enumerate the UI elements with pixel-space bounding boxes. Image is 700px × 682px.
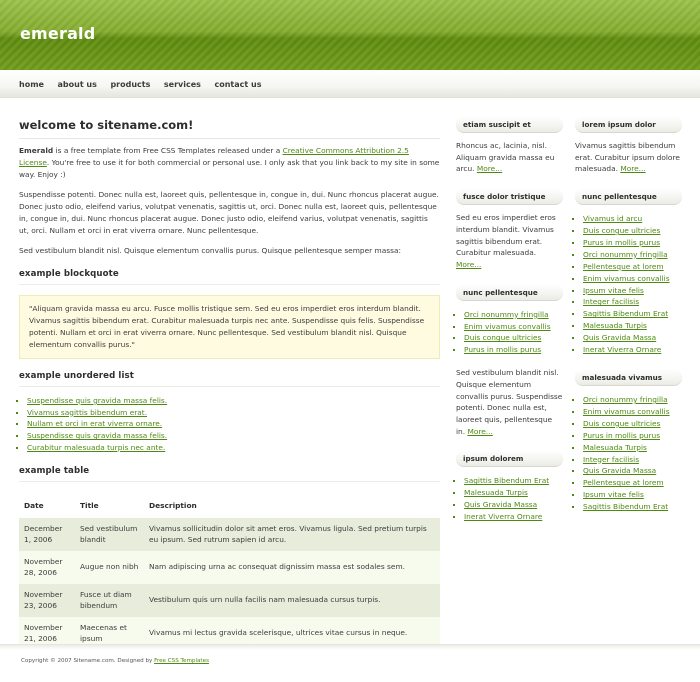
list-heading: example unordered list — [19, 371, 440, 387]
left-sidebar — [456, 116, 563, 536]
list-link[interactable]: Curabitur malesuada turpis nec ante. — [27, 442, 166, 452]
sidebar-link[interactable]: Quis Gravida Massa — [464, 500, 538, 510]
more-link[interactable]: More... — [476, 164, 503, 174]
list-item — [27, 407, 440, 419]
intro-paragraph — [19, 145, 440, 181]
sidebar-box-title: fusce dolor tristique — [456, 188, 563, 205]
sidebar-box-malesuada — [575, 369, 682, 513]
sidebar-link[interactable]: Ipsum vitae felis — [583, 285, 644, 295]
sidebar-link[interactable]: Malesuada Turpis — [583, 321, 647, 331]
sidebar-link[interactable]: Purus in mollis purus — [583, 430, 661, 440]
sidebar-link[interactable]: Vivamus id arcu — [583, 214, 643, 224]
example-list — [19, 395, 440, 454]
sidebar-list-item — [583, 296, 682, 308]
copyright — [21, 658, 209, 664]
intro-text-2: . You're free to use it for both commercial or personal use. I only ask that you link back to my site in some way. Enjoy :) — [19, 158, 440, 179]
sidebar-list-item — [583, 489, 682, 501]
sidebar-link[interactable]: Duis congue ultricies — [464, 333, 542, 343]
example-blockquote: "Aliquam gravida massa eu arcu. Fusce mollis tristique sem. Sed eu eros imperdiet eros interdum blandit. Vivamus sagittis bibendum erat. Curabitur malesuada turpis nec ante. Suspendisse quis felis. Suspendisse potenti. Nullam et orci in erat viverra ornare. Nunc pellentesque. Sed vestibulum blandit nisl. Quisque elementum convallis purus." — [19, 295, 440, 359]
site-logo[interactable]: emerald — [20, 24, 96, 43]
table-cell-title: Fusce ut diam bibendum — [75, 584, 144, 617]
sidebar-text: Sed eu eros imperdiet eros interdum blandit. Vivamus sagittis bibendum erat. Curabitur malesuada. — [456, 213, 556, 258]
sidebar-list-item — [464, 511, 563, 523]
table-cell-date: November 23, 2006 — [19, 584, 75, 617]
paragraph-3: Sed vestibulum blandit nisl. Quisque elementum convallis purus. Quisque pellentesque semper massa: — [19, 246, 402, 255]
table-cell-date: December 1, 2006 — [19, 518, 75, 551]
list-link[interactable]: Nullam et orci in erat viverra ornare. — [27, 419, 163, 429]
sidebar-box-text — [456, 365, 563, 437]
sidebar-text: Rhoncus ac, lacinia, nisl. Aliquam gravida massa eu arcu. — [456, 141, 555, 174]
intro-text-1: is a free template from Free CSS Templates released under a — [53, 146, 283, 155]
sidebar-box-title: nunc pellentesque — [456, 284, 563, 301]
table-cell-description: Nam adipiscing urna ac consequat dignissim massa est sodales sem. — [144, 551, 440, 584]
table-cell-date: November 21, 2006 — [19, 617, 75, 650]
list-item — [27, 395, 440, 407]
sidebar-list-item — [583, 465, 682, 477]
sidebar-list-item — [583, 454, 682, 466]
sidebar-link[interactable]: Enim vivamus convallis — [583, 273, 670, 283]
sidebar-list-item — [583, 418, 682, 430]
sidebar-link[interactable]: Pellentesque at lorem — [583, 261, 664, 271]
sidebar-link-list — [456, 472, 563, 523]
list-link[interactable]: Suspendisse quis gravida massa felis. — [27, 396, 168, 405]
copyright-text: Copyright © 2007 Sitename.com. Designed by — [21, 658, 155, 664]
header — [0, 0, 700, 70]
more-link[interactable]: More... — [620, 164, 646, 174]
sidebar-box-fusce — [456, 188, 563, 271]
table-cell-title: Sed vestibulum blandit — [75, 518, 144, 551]
sidebar-link[interactable]: Orci nonummy fringilla — [583, 249, 668, 259]
table-heading: example table — [19, 466, 440, 482]
sidebar-list-item — [464, 344, 563, 356]
sidebar-link[interactable]: Inerat Viverra Ornare — [583, 345, 662, 355]
sidebar-link[interactable]: Sagittis Bibendum Erat — [583, 309, 669, 319]
sidebar-list-item — [464, 321, 563, 333]
list-item — [27, 418, 440, 430]
footer-divider — [0, 645, 700, 650]
sidebar-list-item — [464, 332, 563, 344]
sidebar-list-item — [583, 213, 682, 225]
more-link[interactable]: More... — [467, 426, 493, 436]
sidebar-list-item — [583, 320, 682, 332]
page-title: welcome to sitename.com! — [19, 118, 440, 139]
sidebar-text: Sed vestibulum blandit nisl. Quisque elementum convallis purus. Suspendisse potenti. Donec nulla est, laoreet quis, pellentesque in. — [456, 368, 563, 436]
table-row — [19, 551, 440, 584]
sidebar-list-item — [583, 406, 682, 418]
sidebar-link-list — [575, 210, 682, 356]
menu-item-services[interactable]: services — [163, 80, 201, 89]
column-header-date: Date — [24, 500, 44, 510]
table-header-row — [19, 492, 440, 518]
sidebar-link[interactable]: Duis congue ultricies — [583, 226, 661, 236]
sidebar-link[interactable]: Sagittis Bibendum Erat — [583, 502, 669, 512]
sidebar-box-title: etiam suscipit et — [456, 116, 563, 133]
column-header-description: Description — [149, 500, 197, 510]
sidebar-box-title: ipsum dolorem — [456, 450, 563, 467]
sidebar-link[interactable]: Sagittis Bibendum Erat — [464, 476, 550, 486]
sidebar-list-item — [583, 477, 682, 489]
sidebar-link[interactable]: Quis Gravida Massa — [583, 333, 657, 343]
designer-link[interactable]: Free CSS Templates — [154, 658, 209, 664]
table-cell-title: Maecenas et ipsum — [75, 617, 144, 650]
blockquote-heading: example blockquote — [19, 269, 440, 285]
sidebar-link[interactable]: Integer facilisis — [583, 454, 640, 464]
sidebar-list-item — [583, 308, 682, 320]
sidebar-box-lorem — [575, 116, 682, 175]
sidebar-box-text — [456, 138, 563, 175]
sidebar-list-item — [583, 237, 682, 249]
menu-item-contact-us[interactable]: contact us — [214, 80, 262, 89]
sidebar-link-list — [456, 306, 563, 357]
sidebar-link[interactable]: Quis Gravida Massa — [583, 466, 657, 476]
sidebar-box-text — [456, 210, 563, 271]
intro-bold: Emerald — [19, 146, 54, 155]
sidebar-box-nunc-2 — [575, 188, 682, 356]
table-cell-description: Vestibulum quis urn nulla facilis nam malesuada cursus turpis. — [144, 584, 440, 617]
table-cell-description: Vivamus mi lectus gravida scelerisque, ultrices vitae cursus in neque. — [144, 617, 440, 650]
license-link[interactable]: Creative Commons Attribution 2.5 License — [19, 146, 409, 167]
sidebar-box-title: malesuada vivamus — [575, 369, 682, 386]
example-table — [19, 492, 440, 650]
sidebar-list-item — [583, 285, 682, 297]
sidebar-text: Vivamus sagittis bibendum erat. Curabitur ipsum dolore malesuada. — [575, 141, 680, 174]
paragraph-2: Suspendisse potenti. Donec nulla est, laoreet quis, pellentesque in, congue in, dui. Nunc rhoncus placerat augue. Donec justo odio, eleifend varius, volutpat venenatis, sagittis ut, orci. Donec nulla est, laoreet quis, pellentesque in, congue in, dui. Nunc rhoncus placerat augue. Donec justo odio, eleifend varius, volutpat venenatis, sagittis ut, orci. Nullam et orci in erat viverra ornare. Nunc pellentesque. — [19, 190, 439, 235]
list-item — [27, 430, 440, 442]
more-link[interactable]: More... — [456, 259, 482, 269]
sidebar-link[interactable]: Orci nonummy fringilla — [464, 309, 549, 319]
sidebar-list-item — [583, 261, 682, 273]
sidebar-link[interactable]: Integer facilisis — [583, 297, 640, 307]
sidebar-list-item — [583, 225, 682, 237]
sidebar-link[interactable]: Malesuada Turpis — [464, 488, 528, 498]
sidebar-list-item — [583, 430, 682, 442]
sidebar-list-item — [583, 501, 682, 513]
menu-item-home[interactable]: home — [19, 80, 44, 89]
table-row — [19, 584, 440, 617]
column-header-title: Title — [80, 500, 99, 510]
table-cell-description: Vivamus sollicitudin dolor sit amet eros. Vivamus ligula. Sed pretium turpis eu ipsum. Sed rutrum sapien id arcu. — [144, 518, 440, 551]
list-link[interactable]: Vivamus sagittis bibendum erat. — [27, 407, 148, 417]
sidebar-list-item — [464, 309, 563, 321]
list-item — [27, 442, 440, 454]
sidebar-list-item — [583, 442, 682, 454]
sidebar-list-item — [583, 394, 682, 406]
table-row — [19, 518, 440, 551]
table-cell-date: November 28, 2006 — [19, 551, 75, 584]
sidebar-link[interactable]: Pellentesque at lorem — [583, 478, 664, 488]
sidebar-link-list — [575, 391, 682, 513]
footer — [0, 644, 700, 682]
sidebar-box-etiam — [456, 116, 563, 175]
list-link[interactable]: Suspendisse quis gravida massa felis. — [27, 431, 168, 441]
sidebar-list-item — [583, 344, 682, 356]
right-sidebar — [575, 116, 682, 526]
sidebar-list-item — [583, 273, 682, 285]
sidebar-box-ipsum — [456, 450, 563, 523]
sidebar-link[interactable]: Ipsum vitae felis — [583, 490, 644, 500]
sidebar-box-text — [575, 138, 682, 175]
table-cell-title: Augue non nibh — [75, 551, 144, 584]
sidebar-list-item — [464, 475, 563, 487]
menu-item-about-us[interactable]: about us — [57, 80, 97, 89]
main-content — [19, 108, 440, 650]
sidebar-box-title: nunc pellentesque — [575, 188, 682, 205]
sidebar-list-item — [583, 332, 682, 344]
sidebar-list-item — [464, 499, 563, 511]
sidebar-link[interactable]: Enim vivamus convallis — [464, 321, 551, 331]
sidebar-box-nunc — [456, 284, 563, 438]
sidebar-link[interactable]: Purus in mollis purus — [464, 345, 542, 355]
sidebar-link[interactable]: Duis congue ultricies — [583, 418, 661, 428]
sidebar-link[interactable]: Enim vivamus convallis — [583, 406, 670, 416]
sidebar-link[interactable]: Purus in mollis purus — [583, 237, 661, 247]
sidebar-link[interactable]: Inerat Viverra Ornare — [464, 512, 543, 522]
menu-item-products[interactable]: products — [110, 80, 151, 89]
sidebar-list-item — [583, 249, 682, 261]
main-menu — [0, 70, 700, 98]
sidebar-link[interactable]: Orci nonummy fringilla — [583, 394, 668, 404]
sidebar-list-item — [464, 487, 563, 499]
sidebar-box-title: lorem ipsum dolor — [575, 116, 682, 133]
sidebar-link[interactable]: Malesuada Turpis — [583, 442, 647, 452]
